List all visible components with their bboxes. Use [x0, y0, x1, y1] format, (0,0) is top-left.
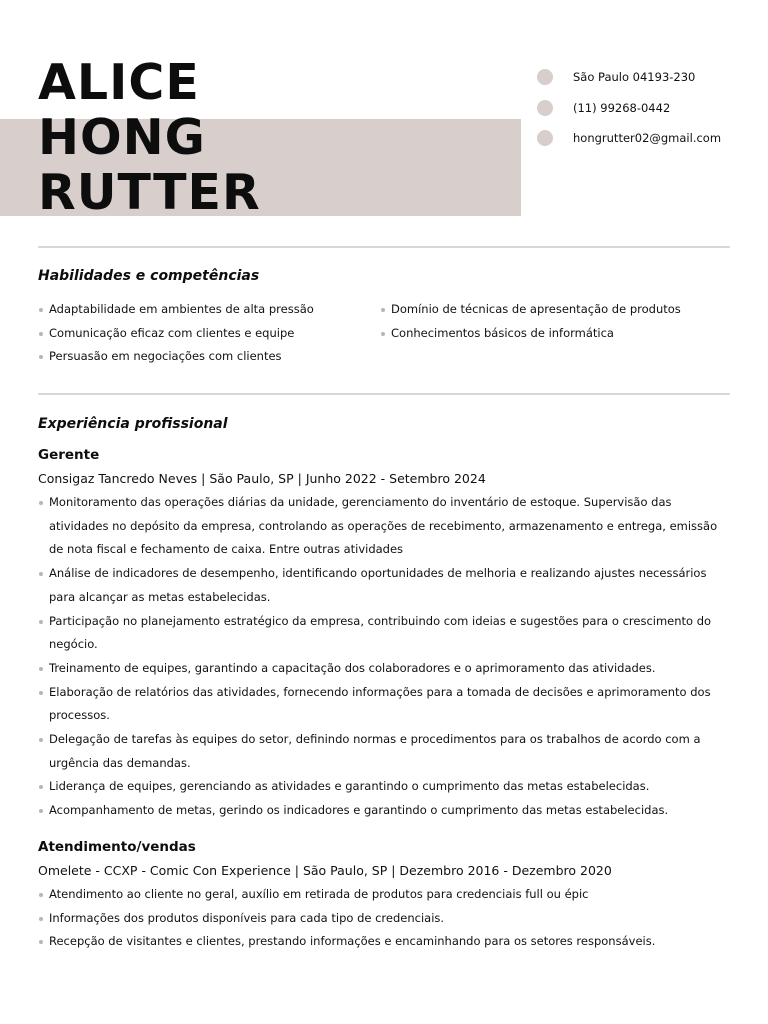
section-divider [38, 246, 730, 248]
job-duties-list [38, 491, 730, 823]
duty-item: Acompanhamento de metas, gerindo os indicadores e garantindo o cumprimento das metas estabelecidas. [38, 799, 730, 823]
phone-icon [537, 100, 553, 116]
email-icon [537, 130, 553, 146]
duty-item: Participação no planejamento estratégico da empresa, contribuindo com ideias e sugestões para o crescimento do negócio. [38, 610, 730, 657]
contact-phone [537, 93, 721, 124]
experience-title: Experiência profissional [38, 416, 228, 432]
duty-item: Informações dos produtos disponíveis para cada tipo de credenciais. [38, 907, 730, 931]
duty-item: Análise de indicadores de desempenho, identificando oportunidades de melhoria e realizando ajustes necessários para alcançar as metas estabelecidas. [38, 562, 730, 609]
job-meta: Consigaz Tancredo Neves | São Paulo, SP | Junho 2022 - Setembro 2024 [38, 471, 486, 486]
job-title: Atendimento/vendas [38, 839, 196, 855]
duty-item: Treinamento de equipes, garantindo a capacitação dos colaboradores e o aprimoramento das atividades. [38, 657, 730, 681]
skill-item: Conhecimentos básicos de informática [380, 322, 730, 346]
contact-info [537, 62, 721, 154]
phone-text: (11) 99268-0442 [573, 100, 671, 115]
contact-address [537, 62, 721, 93]
duty-item: Atendimento ao cliente no geral, auxílio em retirada de produtos para credenciais full ou épic [38, 883, 730, 907]
duty-item: Elaboração de relatórios das atividades, fornecendo informações para a tomada de decisões e aprimoramento dos processos. [38, 681, 730, 728]
skills-list [38, 298, 730, 369]
skill-item: Adaptabilidade em ambientes de alta pressão [38, 298, 380, 322]
name-line-first: ALICE [38, 54, 200, 111]
location-icon [537, 69, 553, 85]
job-title: Gerente [38, 447, 100, 463]
skill-item: Comunicação eficaz com clientes e equipe [38, 322, 380, 346]
duty-item: Monitoramento das operações diárias da unidade, gerenciamento do inventário de estoque. Supervisão das atividades no depósito da empresa, controlando as operações de recebimento, armazenamento e entrega, emissão de nota fiscal e fechamento de caixa. Entre outras atividades [38, 491, 730, 562]
candidate-name [38, 55, 261, 220]
email-text[interactable]: hongrutter02@gmail.com [573, 131, 722, 146]
job-meta: Omelete - CCXP - Comic Con Experience | São Paulo, SP | Dezembro 2016 - Dezembro 2020 [38, 863, 612, 878]
skill-item: Domínio de técnicas de apresentação de produtos [380, 298, 730, 322]
duty-item: Delegação de tarefas às equipes do setor, definindo normas e procedimentos para os trabalhos de acordo com a urgência das demandas. [38, 728, 730, 775]
job-duties-list [38, 883, 730, 954]
skills-title: Habilidades e competências [38, 268, 260, 284]
name-line-middle: HONG [38, 109, 206, 166]
address-text: São Paulo 04193-230 [573, 70, 696, 85]
section-divider [38, 393, 730, 395]
skill-item: Persuasão em negociações com clientes [38, 345, 380, 369]
duty-item: Liderança de equipes, gerenciando as atividades e garantindo o cumprimento das metas estabelecidas. [38, 775, 730, 799]
duty-item: Recepção de visitantes e clientes, prestando informações e encaminhando para os setores responsáveis. [38, 930, 730, 954]
name-line-last: RUTTER [38, 164, 261, 221]
contact-email[interactable] [537, 123, 721, 154]
